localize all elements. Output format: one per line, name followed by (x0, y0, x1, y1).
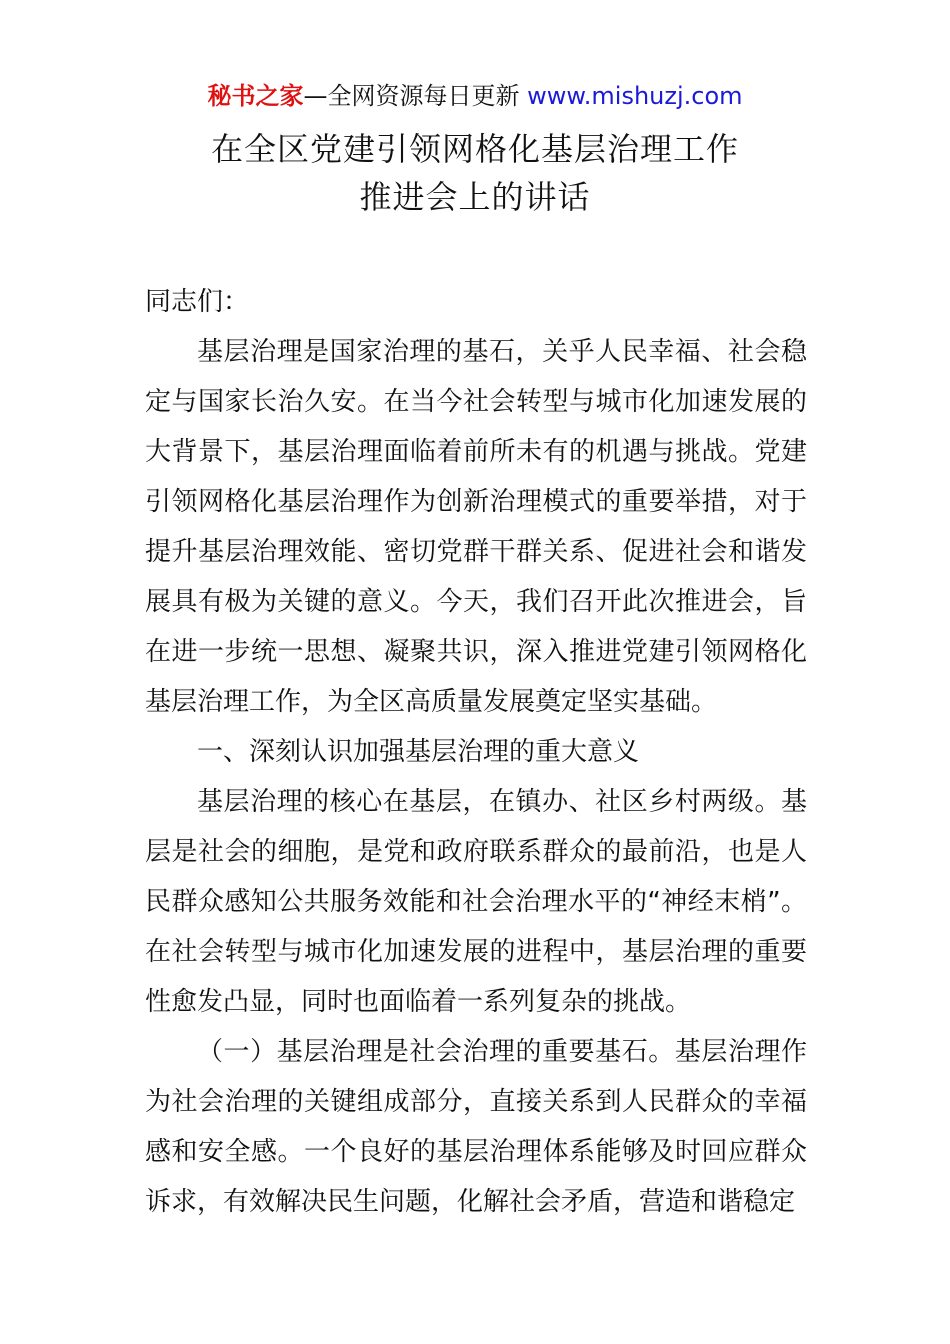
brand-name: 秘书之家 (207, 82, 304, 110)
salutation: 同志们： (145, 287, 250, 317)
paragraph-intro: 基层治理是国家治理的基石，关乎人民幸福、社会稳定与国家长治久安。在当今社会转型与城市化加速发展的大背景下，基层治理面临着前所未有的机遇与挑战。党建引领网格化基层治理作为创新治理模式的重要举措，对于提升基层治理效能、密切党群干群关系、促进社会和谐发展具有极为关键的意义。今天，我们召开此次推进会，旨在进一步统一思想、凝聚共识，深入推进党建引领网格化基层治理工作，为全区高质量发展奠定坚实基础。 (145, 337, 807, 717)
document-title-line-2: 推进会上的讲话 (359, 178, 591, 216)
site-url-link[interactable]: www.mishuzj.com (527, 82, 743, 110)
paragraph-section-1: 基层治理的核心在基层，在镇办、社区乡村两级。基层是社会的细胞，是党和政府联系群众的最前沿，也是人民群众感知公共服务效能和社会治理水平的“神经末梢”。在社会转型与城市化加速发展的进程中，基层治理的重要性愈发凸显，同时也面临着一系列复杂的挑战。 (145, 787, 807, 1017)
document-title-line-1: 在全区党建引领网格化基层治理工作 (210, 130, 739, 168)
section-heading-1: 一、深刻认识加强基层治理的重大意义 (197, 737, 640, 767)
site-banner (0, 80, 950, 112)
paragraph-subsection-1: （一）基层治理是社会治理的重要基石。基层治理作为社会治理的关键组成部分，直接关系到人民群众的幸福感和安全感。一个良好的基层治理体系能够及时回应群众诉求，有效解决民生问题，化解社会矛盾，营造和谐稳定 (145, 1037, 807, 1217)
banner-tagline: —全网资源每日更新 (303, 82, 528, 110)
document-body (145, 277, 807, 1227)
